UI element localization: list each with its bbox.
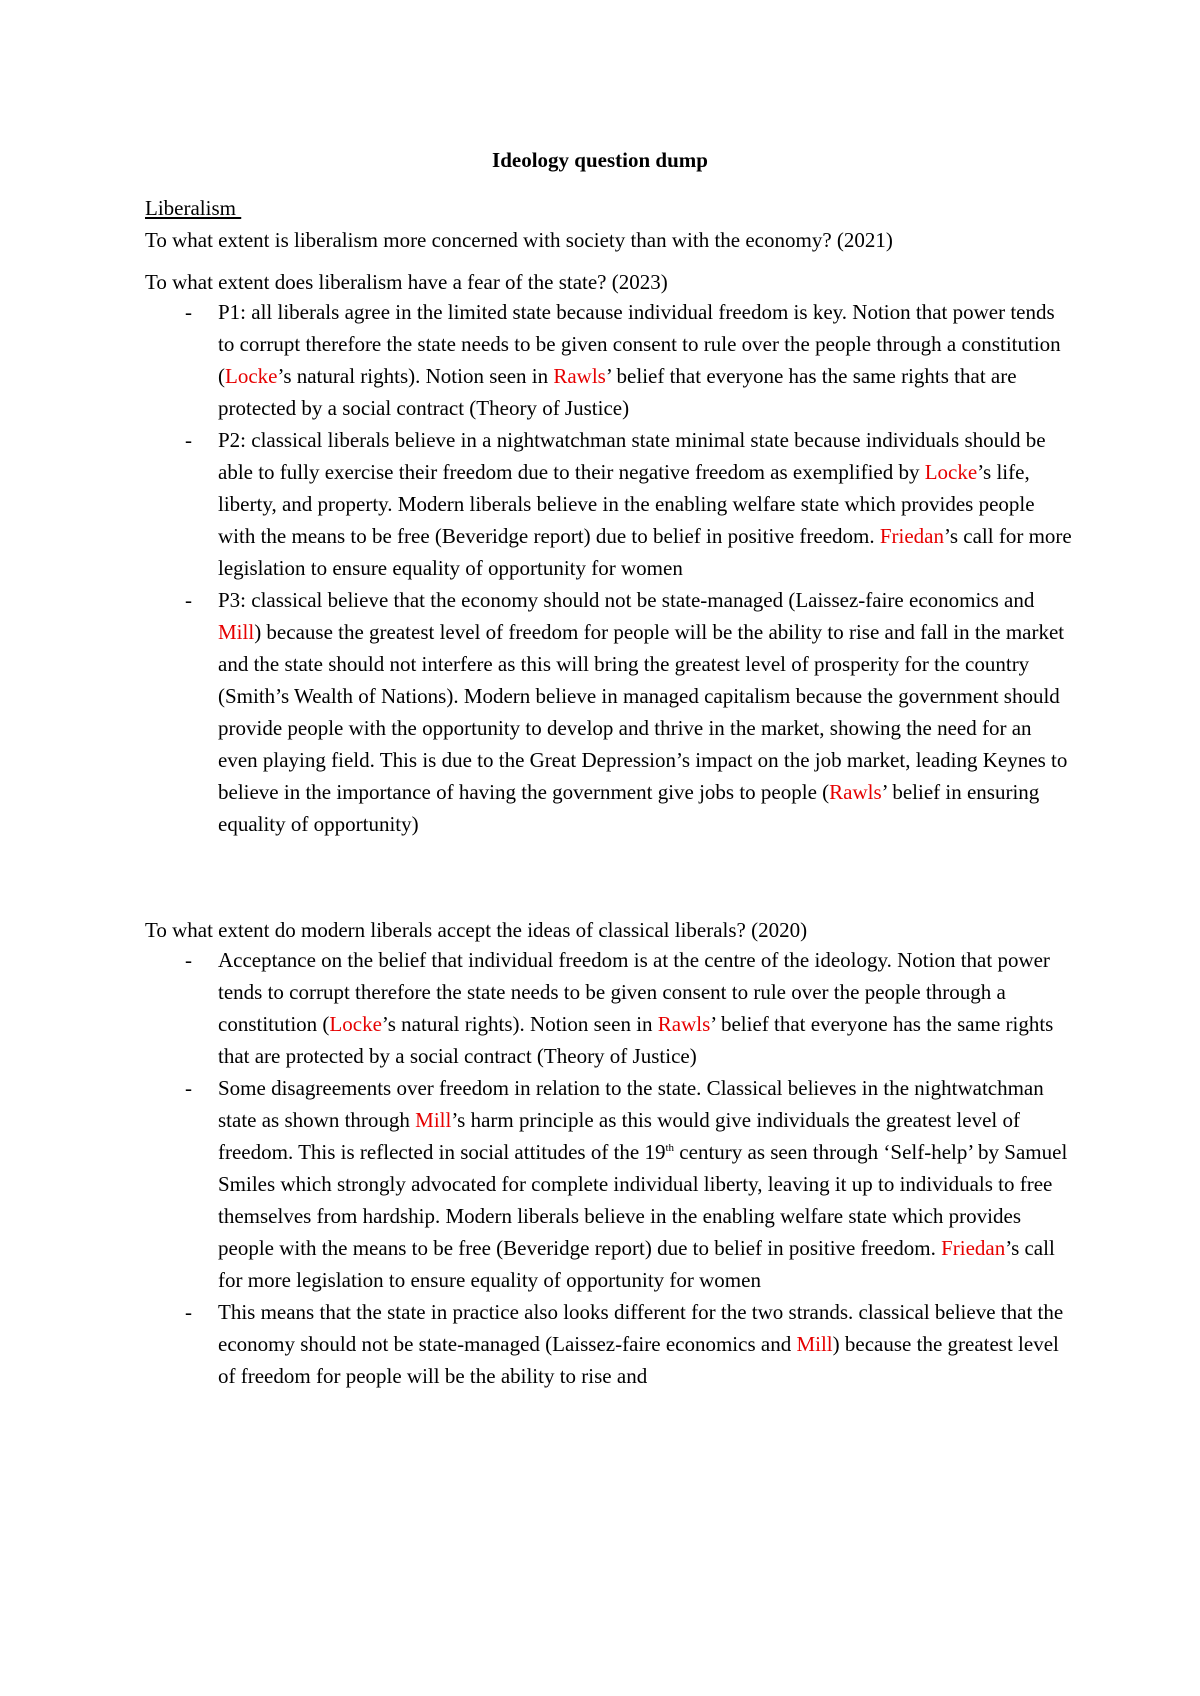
highlighted-name: Locke xyxy=(225,364,278,388)
bullet-marker: - xyxy=(185,948,192,972)
bullet-point: - Acceptance on the belief that individual freedom is at the centre of the ideology. Notion that power tends to corrupt therefore the state needs to be given consent to rule over the people through a constitution (Locke’s natural rights). Notion seen in Rawls’ belief that everyone has the same rights that are protected by a social contract (Theory of Justice) xyxy=(145,944,1075,1072)
highlighted-name: Locke xyxy=(329,1012,382,1036)
document-title: Ideology question dump xyxy=(492,148,708,172)
question-2020: To what extent do modern liberals accept the ideas of classical liberals? (2020) xyxy=(145,918,808,942)
answer-points-2023 xyxy=(145,296,1075,840)
question-2023: To what extent does liberalism have a fear of the state? (2023) xyxy=(145,270,668,294)
highlighted-name: Mill xyxy=(218,620,255,644)
highlighted-name: Rawls xyxy=(657,1012,711,1036)
highlighted-name: Locke xyxy=(924,460,978,484)
highlighted-name: Rawls xyxy=(829,780,882,804)
highlighted-name: Friedan xyxy=(879,524,945,548)
bullet-marker: - xyxy=(185,300,192,324)
answer-points-2020 xyxy=(145,944,1075,1392)
bullet-point: - P1: all liberals agree in the limited state because individual freedom is key. Notion that power tends to corrupt therefore the state needs to be given consent to rule over the people through a constitution (Locke’s natural rights). Notion seen in Rawls’ belief that everyone has the same rights that are protected by a social contract (Theory of Justice) xyxy=(145,296,1075,424)
highlighted-name: Rawls xyxy=(553,364,606,388)
highlighted-name: Mill xyxy=(415,1108,452,1132)
highlighted-name: Mill xyxy=(796,1332,833,1356)
bullet-marker: - xyxy=(185,1076,192,1100)
bullet-point: - This means that the state in practice also looks different for the two strands. classical believe that the economy should not be state-managed (Laissez-faire economics and Mill) because the greatest level of freedom for people will be the ability to rise and xyxy=(145,1296,1075,1392)
highlighted-name: Friedan xyxy=(941,1236,1006,1260)
bullet-point: - Some disagreements over freedom in relation to the state. Classical believes in the nightwatchman state as shown through Mill’s harm principle as this would give individuals the greatest level of freedom. This is reflected in social attitudes of the 19th century as seen through ‘Self-help’ by Samuel Smiles which strongly advocated for complete individual liberty, leaving it up to individuals to free themselves from hardship. Modern liberals believe in the enabling welfare state which provides people with the means to be free (Beveridge report) due to belief in positive freedom. Friedan’s call for more legislation to ensure equality of opportunity for women xyxy=(145,1072,1075,1296)
superscript: th xyxy=(665,1142,675,1154)
question-2021: To what extent is liberalism more concerned with society than with the economy? (2021) xyxy=(145,228,893,252)
bullet-marker: - xyxy=(185,428,192,452)
bullet-marker: - xyxy=(185,1300,192,1324)
bullet-point: - P2: classical liberals believe in a nightwatchman state minimal state because individuals should be able to fully exercise their freedom due to their negative freedom as exemplified by Locke’s life, liberty, and property. Modern liberals believe in the enabling welfare state which provides people with the means to be free (Beveridge report) due to belief in positive freedom. Friedan’s call for more legislation to ensure equality of opportunity for women xyxy=(145,424,1075,584)
bullet-point: - P3: classical believe that the economy should not be state-managed (Laissez-faire economics and Mill) because the greatest level of freedom for people will be the ability to rise and fall in the market and the state should not interfere as this will bring the greatest level of prosperity for the country (Smith’s Wealth of Nations). Modern believe in managed capitalism because the government should provide people with the opportunity to develop and thrive in the market, showing the need for an even playing field. This is due to the Great Depression’s impact on the job market, leading Keynes to believe in the importance of having the government give jobs to people (Rawls’ belief in ensuring equality of opportunity) xyxy=(145,584,1075,840)
bullet-marker: - xyxy=(185,588,192,612)
section-heading-liberalism: Liberalism xyxy=(145,196,242,220)
